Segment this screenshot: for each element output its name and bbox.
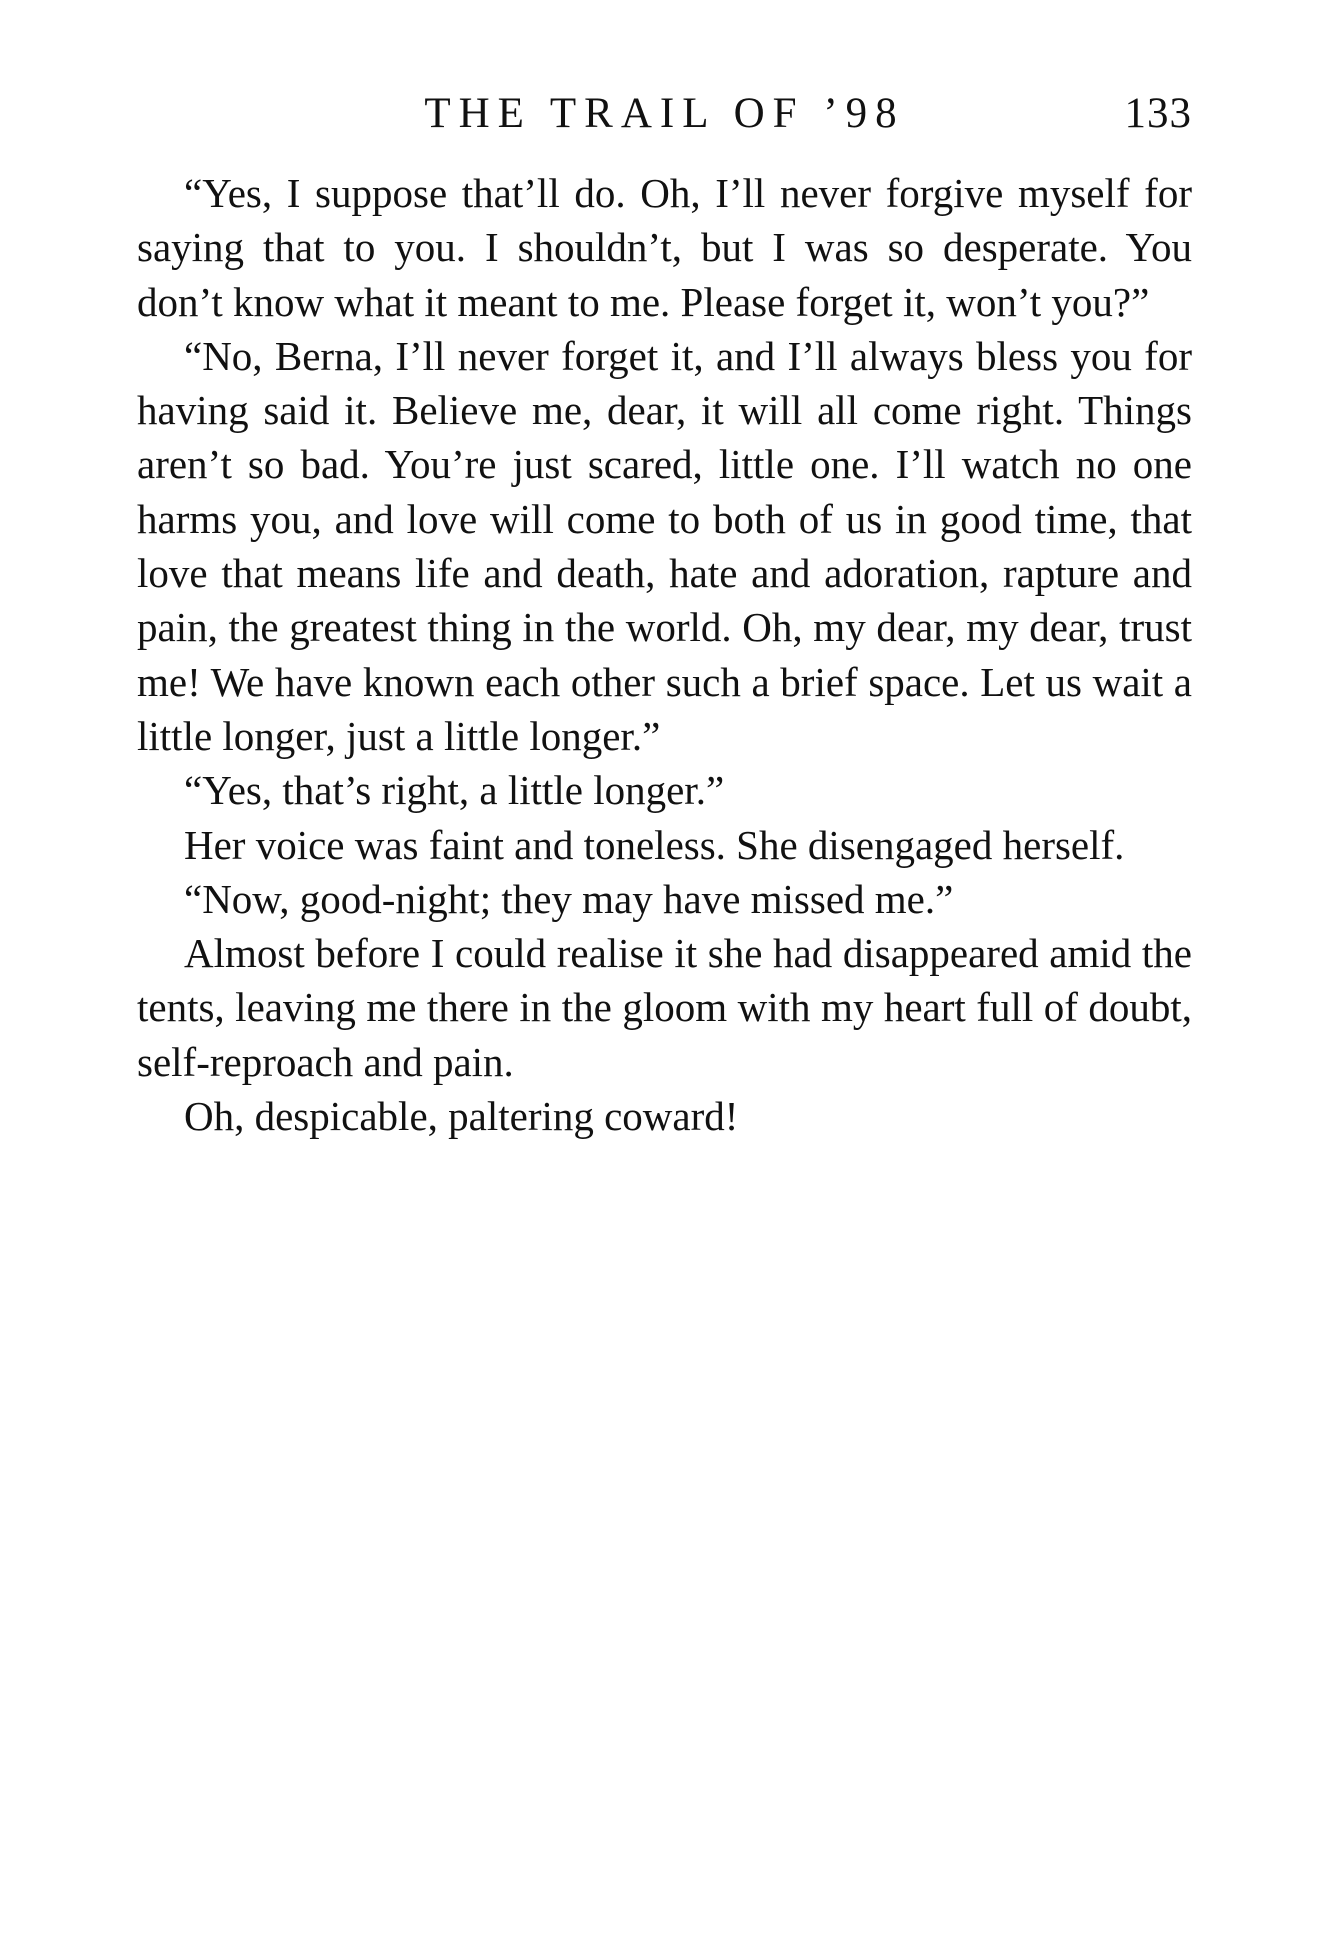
body-text (137, 166, 1192, 1143)
paragraph: “Yes, I suppose that’ll do. Oh, I’ll never forgive myself for saying that to you. I shouldn’t, but I was so desperate. You don’t know what it meant to me. Please forget it, won’t you?” (137, 170, 1192, 325)
page-header (137, 84, 1192, 144)
paragraph: “Now, good-night; they may have missed me.” (184, 875, 954, 922)
paragraph: Her voice was faint and toneless. She disengaged herself. (184, 821, 1125, 868)
paragraph: Oh, despicable, paltering coward! (184, 1093, 739, 1140)
paragraph: “Yes, that’s right, a little longer.” (184, 767, 725, 814)
page-number: 133 (1124, 90, 1192, 137)
paragraph: Almost before I could realise it she had disappeared amid the tents, leaving me there in the gloom with my heart full of doubt, self-reproach and pain. (137, 930, 1192, 1085)
running-title: THE TRAIL OF ’98 (424, 90, 905, 137)
paragraph: “No, Berna, I’ll never forget it, and I’ll always bless you for having said it. Believe me, dear, it will all come right. Things aren’t so bad. You’re just scared, little one. I’ll watch no one harms you, and love will come to both of us in good time, that love that means life and death, hate and adoration, rapture and pain, the greatest thing in the world. Oh, my dear, my dear, trust me! We have known each other such a brief space. Let us wait a little longer, just a little longer.” (137, 332, 1192, 759)
